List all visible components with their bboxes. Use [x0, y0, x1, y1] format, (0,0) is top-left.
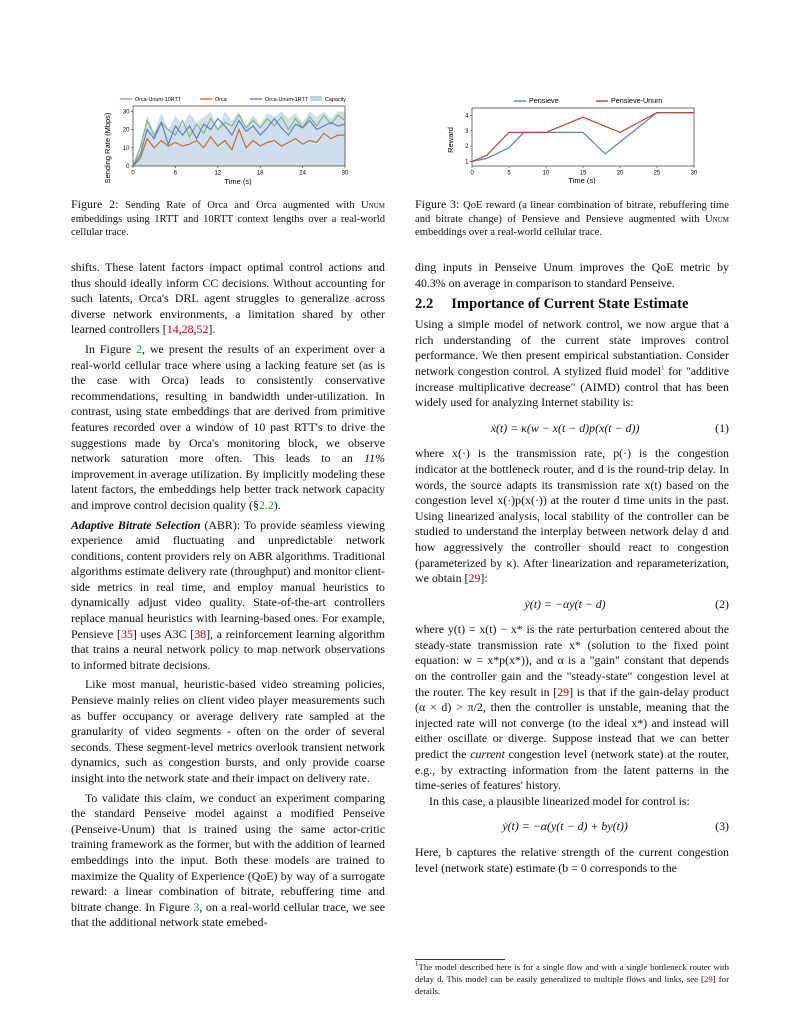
x-tick-label: 20 — [616, 170, 624, 177]
fig3-caption-body: QoE reward (a linear combination of bitrate, rebuffering time and bitrate change) of Pensieve and Pensieve augmented with U — [415, 200, 729, 225]
citation-link[interactable]: 29 — [468, 571, 481, 586]
fig3-ylabel: Reward — [446, 127, 455, 153]
legend-label: Pensieve-Unum — [611, 96, 663, 106]
text-run: In Figure — [85, 341, 137, 356]
section-heading — [415, 295, 729, 313]
right-paragraph-1: ding inputs in Penseive Unum improves the QoE metric by 40.3% on average in comparison to standard Penseive. — [415, 260, 729, 290]
text-run: , on a real-world cellular trace, we see that the additional network state emebed- — [71, 899, 386, 930]
text-run: for "additive increase multiplicative decrease" (AIMD) control that has been widely used for analyzing Internet stability is: — [415, 363, 729, 410]
right-paragraph-3 — [415, 446, 729, 586]
footnote — [415, 962, 729, 997]
left-paragraph-4: Like most manual, heuristic-based video streaming policies, Pensieve mainly relies on client video player measurements such as buffer occupancy or average delivery rate sampled at the granularity of video segments - often on the order of several seconds. These segment-level metrics overlook transient network dynamics, such as congestion bursts, and only provide coarse insight into the network state and their impact on delivery rate. — [71, 677, 385, 785]
legend-label: Orca — [215, 97, 227, 104]
x-tick-label: 6 — [173, 170, 178, 177]
right-paragraph-6: Here, b captures the relative strength of the current congestion level (network state) estimate (b = 0 corresponds to the — [415, 845, 729, 875]
right-paragraph-4 — [415, 622, 729, 794]
x-tick-label: 12 — [214, 170, 222, 177]
y-tick-label: 2 — [465, 144, 469, 151]
y-tick-label: 4 — [465, 113, 469, 120]
figure-ref-link[interactable]: 3 — [193, 899, 200, 914]
right-column — [415, 260, 729, 876]
text-run: ] for details. — [415, 973, 729, 996]
fig2-caption-sc: num — [368, 200, 385, 211]
text-run: The model described here is for a single flow and with a single bottleneck router with delay d. This model can be easily generalized to multiple flows and links, see [ — [415, 962, 729, 984]
left-column — [71, 260, 385, 931]
x-tick-label: 24 — [299, 170, 306, 177]
x-tick-label: 30 — [341, 170, 349, 177]
paragraph-title: Adaptive Bitrate Selection — [71, 517, 201, 532]
footnote-mark: 1 — [415, 960, 419, 969]
equation-body: ẏ(t) = −α(y(t − d) + by(t)) — [502, 819, 628, 834]
equation-number: (1) — [715, 420, 729, 435]
footnote-mark: 1 — [661, 364, 665, 372]
equation-number: (3) — [715, 819, 729, 834]
fig2-caption-body: Sending Rate of Orca and Orca augmented with U — [125, 200, 369, 211]
legend-label: Capacity — [325, 97, 346, 104]
figure-ref-link[interactable]: 2 — [136, 341, 142, 356]
text-run: ] uses A3C [ — [132, 626, 195, 641]
text-run: (ABR): To provide seamless viewing experience amid fluctuating and unpredictable network conditions, content providers rely on ABR algorithms. Traditional algorithms estimate delivery rate (throughput) and monitor client-side metrics in real time, and employ manual heuristics to dynamically adjust video quality. State-of-the-art controllers replace manual heuristics with learning-based ones. For example, Pensieve [ — [71, 517, 385, 641]
x-tick-label: 0 — [131, 170, 135, 177]
x-tick-label: 5 — [507, 170, 511, 177]
section-number: 2.2 — [415, 296, 434, 313]
fig3-caption-lead: Figure 3: — [415, 197, 464, 211]
citation-link[interactable]: 52 — [196, 322, 209, 337]
text-run: shifts. These latent factors impact optimal control actions and thus should ideally inform CC decisions. Without accounting for such latents, Orca's DRL agent struggles to generalize across diverse network environments, a limitation shared by other learned controllers [ — [71, 260, 385, 337]
text-run: ], a reinforcement learning algorithm that trains a neural network policy to map network observations to informed bitrate decisions. — [71, 626, 386, 672]
left-paragraph-2 — [71, 342, 385, 514]
fig3-caption-sc: num — [712, 213, 729, 225]
figure-2-caption — [71, 198, 385, 240]
y-tick-label: 1 — [465, 159, 469, 166]
equation-3 — [415, 819, 729, 835]
right-paragraph-5: In this case, a plausible linearized model for control is: — [429, 793, 690, 808]
series-line-pensieve-unum — [472, 113, 694, 162]
citation-link[interactable]: 28 — [181, 322, 194, 337]
text-run: congestion level (network state) at the router, e.g., by extracting information from the latent patterns in the time-series of features' history. — [415, 747, 729, 793]
figure-2-chart — [100, 94, 350, 186]
figure-3-chart — [446, 94, 706, 184]
legend-label: Orca-Unum-10RTT — [135, 97, 182, 104]
y-tick-label: 0 — [126, 164, 130, 170]
x-tick-label: 25 — [653, 170, 661, 177]
left-paragraph-1: shifts. These latent factors impact optimal control actions and thus should ideally inform CC decisions. Without accounting for such latents, Orca's DRL agent struggles to generalize across diverse network environments, a limitation shared by other learned controllers [14,28,52]. — [71, 260, 385, 337]
text-run: ]. — [208, 322, 216, 337]
text-run: where y(t) = x(t) − x* is the rate perturbation centered about the steady-state transmission rate x* (solution to the fixed point equation: w = x*p(x*)), and α is a "gain" constant that depends on the controller gain and the "steady-state" congestion level at the router. The key result in [ — [415, 622, 729, 699]
fig2-caption-tail: embeddings using 1RTT and 10RTT context lengths over a real-world cellular trace. — [71, 213, 385, 239]
y-tick-label: 3 — [465, 128, 469, 135]
right-paragraph-2 — [415, 317, 729, 411]
equation-2 — [415, 597, 729, 613]
y-tick-label: 10 — [122, 145, 130, 152]
citation-link[interactable]: 29 — [703, 973, 713, 984]
legend-label: Orca-Unum-1RTT — [265, 97, 309, 104]
text-run: ] is that if the gain-delay product (α × d) > π/2, then the controller is unstable, meaning that the injected rate will not converge (to the ideal x*) and instead will either oscillate or diverge. Suppose instead that we can better predict the — [415, 684, 729, 762]
legend-swatch — [310, 96, 322, 101]
fig2-ylabel: Sending Rate (Mbps) — [103, 112, 112, 184]
citation-link[interactable]: 14 — [166, 322, 179, 337]
fig3-xlabel: Time (s) — [568, 176, 596, 184]
text-run: , we present the results of an experiment over a real-world cellular trace where using a lacking feature set (as is the case with Orca) leads to consistently conservative recommendations, resulting in bandwidth under-utilization. In contrast, using state embeddings that are derived from primitive features recorded over a window of 10 past RTT's to drive the suggestions made by Orca's monitoring block, we observe network saturation more often. This leads to an — [71, 341, 385, 466]
text-run: improvement in average utilization. By implicitly modeling these latent factors, the embeddings help better track network capacity and improve control decision quality (§ — [71, 466, 385, 512]
x-tick-label: 10 — [542, 170, 550, 177]
equation-1 — [415, 421, 729, 437]
text-run: Using a simple model of network control, we now argue that a rich understanding of the current state improves control performance. We then present empirical substantiation. Consider network congestion control. A stylized fluid model — [415, 317, 729, 378]
equation-body: ẋ(t) = κ(w − x(t − d)p(x(t − d)) — [490, 420, 640, 435]
fig3-caption-tail: embeddings over a real-world cellular trace. — [415, 227, 603, 239]
text-run: To validate this claim, we conduct an experiment comparing the standard Penseive model against a modified Penseive (Penseive-Unum) that is trained using the same actor-critic training framework as the former, but with the addition of learned embeddings into the input. Both these models are trained to maximize the Quality of Experience (QoE) by way of a surrogate reward: a linear combination of bitrate, rebuffering time and bitrate change. In Figure — [71, 790, 385, 914]
citation-link[interactable]: 29 — [557, 684, 570, 699]
text-run: 11% — [364, 451, 385, 466]
citation-link[interactable]: 35 — [120, 626, 133, 641]
text-run: current — [470, 747, 505, 762]
equation-number: (2) — [715, 596, 729, 611]
fig2-xlabel: Time (s) — [224, 177, 252, 186]
x-tick-label: 15 — [579, 170, 587, 177]
fig2-caption-lead: Figure 2: — [71, 197, 126, 211]
legend-label: Pensieve — [529, 96, 559, 106]
x-tick-label: 18 — [256, 170, 264, 177]
equation-body: ẏ(t) = −αy(t − d) — [524, 596, 606, 611]
text-run: ). — [273, 497, 281, 512]
footnote-rule — [415, 959, 505, 960]
text-run: ]: — [480, 571, 488, 586]
x-tick-label: 0 — [470, 170, 474, 177]
text-run: where x(·) is the transmission rate, p(·) is the congestion indicator at the bottleneck router, and d is the round-trip delay. In words, the source adapts its transmission rate x(t) based on the congestion level x(·)p(x(·)) at the router d time units in the past. Using linearized analysis, local stability of the controller can be studied to understand the interplay between network delay d and how aggressively the controller should react to congestion (parameterized by κ). After linearization and reparameterization, we obtain [ — [415, 446, 729, 586]
left-paragraph-5 — [71, 791, 385, 931]
section-title: Importance of Current State Estimate — [451, 296, 689, 313]
figure-3-caption — [415, 198, 729, 240]
section-ref-link[interactable]: 2.2 — [258, 497, 274, 512]
citation-link[interactable]: 38 — [194, 626, 207, 641]
y-tick-label: 20 — [122, 127, 130, 134]
y-tick-label: 30 — [122, 109, 130, 116]
left-paragraph-3 — [71, 518, 385, 674]
x-tick-label: 30 — [690, 170, 698, 177]
